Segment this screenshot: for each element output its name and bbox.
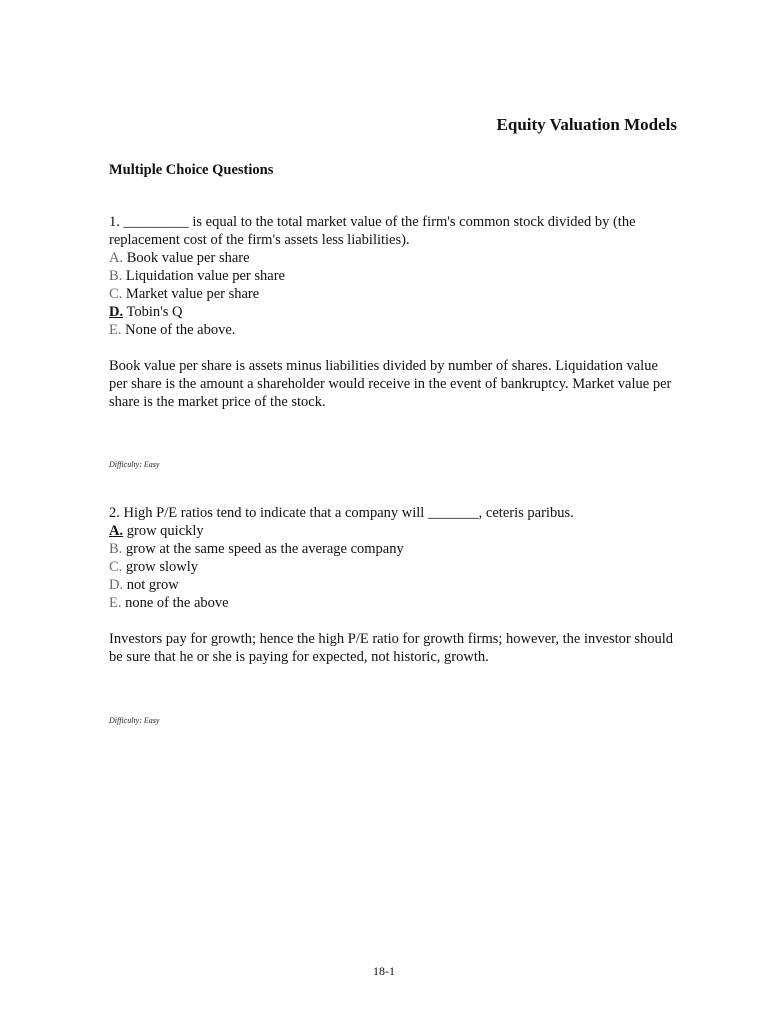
- option-text: Market value per share: [122, 286, 260, 302]
- option-letter: B.: [109, 268, 123, 284]
- option-text: Book value per share: [123, 250, 250, 266]
- option-letter: D.: [109, 577, 124, 593]
- question-2-stem: [109, 504, 679, 522]
- question-2-difficulty: Difficulty: Easy: [109, 716, 160, 725]
- question-2-options: [109, 522, 679, 612]
- question-1-option-b: [109, 267, 679, 285]
- question-1-option-c: [109, 285, 679, 303]
- question-2-option-a: [109, 522, 679, 540]
- option-text: Liquidation value per share: [122, 268, 285, 284]
- question-2-option-c: [109, 558, 679, 576]
- question-1-option-d: [109, 303, 679, 321]
- option-letter: E.: [109, 595, 122, 611]
- question-2: [109, 504, 679, 666]
- option-text: none of the above: [121, 595, 229, 611]
- question-1-options: [109, 249, 679, 339]
- option-letter: C.: [109, 286, 123, 302]
- question-1-explanation: Book value per share is assets minus liabilities divided by number of shares. Liquidation value per share is the amount a shareholder would receive in the event of bankruptcy. Market value per share is the market price of the stock.: [109, 358, 672, 410]
- document-title: Equity Valuation Models: [496, 115, 677, 134]
- question-1-stem-line-1: 1. _________ is equal to the total market value of the firm's common stock divided by (the: [109, 214, 636, 230]
- correct-option-letter: A.: [109, 523, 124, 539]
- option-text: None of the above.: [121, 322, 236, 338]
- correct-option-letter: D.: [109, 304, 124, 320]
- question-2-option-d: [109, 576, 679, 594]
- option-letter: C.: [109, 559, 123, 575]
- question-1-option-a: [109, 249, 679, 267]
- option-text: Tobin's Q: [123, 304, 183, 320]
- option-text: grow slowly: [122, 559, 199, 575]
- option-text: grow at the same speed as the average company: [122, 541, 404, 557]
- question-2-explanation: Investors pay for growth; hence the high P/E ratio for growth firms; however, the investor should be sure that he or she is paying for expected, not historic, growth.: [109, 631, 673, 665]
- option-letter: B.: [109, 541, 123, 557]
- question-1: [109, 213, 679, 411]
- question-1-stem: [109, 213, 679, 249]
- question-2-option-e: [109, 594, 679, 612]
- option-letter: A.: [109, 250, 124, 266]
- question-1-difficulty: Difficulty: Easy: [109, 460, 160, 469]
- section-heading: Multiple Choice Questions: [109, 162, 274, 178]
- option-text: grow quickly: [123, 523, 204, 539]
- option-letter: E.: [109, 322, 122, 338]
- question-2-stem-line-1: 2. High P/E ratios tend to indicate that a company will _______, ceteris paribus.: [109, 505, 574, 521]
- question-1-option-e: [109, 321, 679, 339]
- page-number: 18-1: [373, 964, 395, 978]
- option-text: not grow: [123, 577, 179, 593]
- question-1-stem-line-2: replacement cost of the firm's assets less liabilities).: [109, 232, 410, 248]
- question-2-option-b: [109, 540, 679, 558]
